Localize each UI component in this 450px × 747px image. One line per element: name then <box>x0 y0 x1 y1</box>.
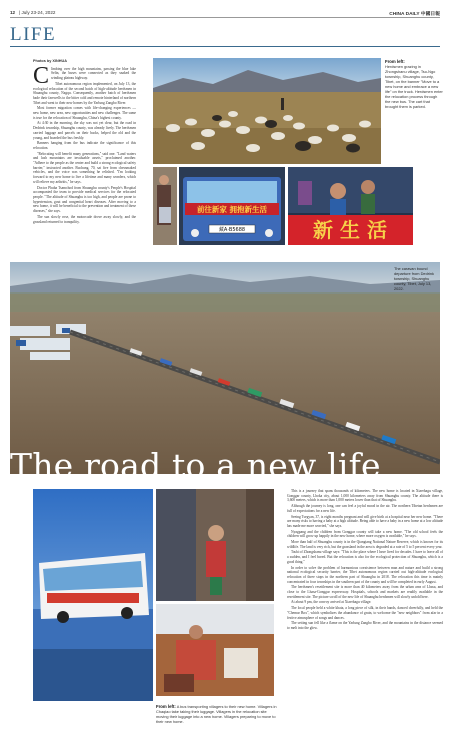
story-paragraph: More than half of Shuanghu county is in the Qiangtang National Nature Reserve, which is known for its wildlife. The land is very rich, but the grassland in the area is degraded at a rate of 5 to 5 percent every year. <box>287 540 443 549</box>
story-paragraph: Seeing Tsegyan, 37, is eight months pregnant and will give birth at a hospital near her new home. "There are many risks to having a baby at a high altitude. Being able to have a baby in a new home at a low altitude has made me more worried," she says. <box>287 514 443 528</box>
photo-grazing-herd <box>153 58 381 164</box>
caption-top-right <box>385 59 443 109</box>
caption-aerial: The caravan bound departure from Dedrink township, Shuanghu county, Tibet, July 13, 2022. <box>394 266 435 291</box>
story-paragraph: The local people held a white khata, a long piece of silk, in their hands, danced cheerfully, and held the "Chemar Box", which symbolizes the abundance of grain, to welcome the "new neighbors" from afar in a festive atmosphere of songs and dances. <box>287 606 443 620</box>
story-paragraph: In order to solve the problem of harmonious coexistence between man and nature and build a strong national ecological security barrier, the Tibet autonomous region carried out high-altitude ecological relocation of three stops in the northern part of Shuanghu in 2018. The relocation this time is mainly concentrated in four townships in the southern part of the county and will be completed in early August. <box>287 565 443 584</box>
caption-title: From left: <box>385 59 405 64</box>
page-header <box>10 8 440 18</box>
story-paragraph: Tashi of Zhongshanu village says: "This is the place where I have lived for decades. I have to leave all of a sudden, and I feel bored. But the relocation is also for the ecological protection of Shuanghu, which is a good thing." <box>287 550 443 564</box>
story-paragraph: Doctor Phuba Tsamchod from Shuanghu county's People's Hospital accompanied the team to provide medical services for the relocated people. "The altitude of Shuanghu is too high, and people are prone to hypertension, gout and congenital heart diseases. After moving to a new home, it will be beneficial to the prevention and treatment of these diseases," she says. <box>33 185 136 214</box>
photo-aerial-convoy <box>10 262 440 474</box>
caption-bottom <box>156 704 278 724</box>
story-paragraph: The herdsmen's resettlement site is more than 40 kilometers away from the urban area of Lhasa, and close to the Lhasa-Gonggar expressway. Hospitals, schools and markets are readily available in the resettlement site. The picture scroll of the new life of Shuanghu herdsmen will slowly unfold here. <box>287 585 443 599</box>
story-paragraph: limbing over the high mountains, passing the blue lake Selin, the buses were connected as they snaked the winding plateau highway. <box>51 66 136 81</box>
story-paragraph: This is a journey that spans thousands of kilometers. The new home is located in Xiaerbagu village, Gonggar county, Lhoka city, about 1,000 kilometers away from Shuanghu county. The altitude there is 3,600 meters, which is more than 1,000 meters lower than that of Shuanghu. <box>287 489 443 503</box>
new-life-banner-text: 新 生 活 <box>313 218 387 242</box>
license-plate-text: 藏A·B5688 <box>218 227 246 233</box>
photo-bus-lakeside <box>33 489 153 701</box>
photo-villager-child <box>156 489 274 601</box>
caption-text: A bus transporting villagers to their new home. Villagers in Chaqiao take taking their luggage. Villagers in the relocation site moving their luggage into a new home. Villagers preparing to move to their new home. <box>156 704 277 724</box>
headline: The road to a new life <box>10 446 381 485</box>
story-paragraph: At about 9 pm, the convoy arrived at Xiaerbagu village. <box>291 600 372 605</box>
story-paragraph: The sun slowly rose, the motorcade drove away slowly, and the grassland returned to tranquility. <box>33 214 136 224</box>
caption-title: From left: <box>156 704 176 709</box>
issue-date: | July 23-24, 2022 <box>19 10 56 15</box>
photo-herdsman-luggage <box>153 167 177 245</box>
story-paragraph: Banners hanging from the bus indicate the significance of this relocation. <box>33 141 136 150</box>
drop-cap: C <box>33 63 50 90</box>
story-paragraph: "Relocating will benefit many generations," said one. "Land waters and lush mountains are invaluable assets," proclaimed another. "Adhere to the people as the center and build a strong ecological safety barrier," instructed another. Buchung, 70, sat five from chessmaked vehicles, and the voice was something he relished. "I'm looking forward to my new home to live a lifetime and many wonders, which will relieve my arthritis," he says. <box>33 151 136 184</box>
story-paragraph: At 4:30 in the morning, the sky was not yet clear, but the road in Dedrink township, Shuanghu county, was already lively. The herdsmen carried luggage and parcels on their backs, helped the old and the young, and boarded the bus freshly. <box>33 121 136 140</box>
story-column-left <box>33 59 136 259</box>
section-divider <box>10 46 440 47</box>
publication-name: CHINA DAILY 中國日報 <box>389 11 440 17</box>
section-title: LIFE <box>10 24 57 45</box>
photo-relocation-bus <box>179 167 285 245</box>
photo-credit: Photos by XINHUA <box>33 59 67 63</box>
story-paragraph: Most former migration comes with life-changing experiences — new home, new area, new opportunities and new challenges. The same is true for the relocation of Shuanghu, China's highest county. <box>33 106 136 120</box>
story-paragraph: Although the journey is long, one can feel a joyful mood in the air. The northern Tibetan herdsmen are full of expectations for a new life. <box>287 504 443 513</box>
photo-new-life-banner <box>288 167 413 245</box>
story-paragraph: Nyagpang and the children from Gonggar county will take a new home. "The old school feels the children will grow up happily in the new home, where more oxygen is available," he says. <box>287 529 443 539</box>
story-paragraph: Tibet autonomous region implemented, on July 13, the ecological relocation of the second batch of high-altitude herdsmen in Shuanghu county, Nagqu. Consequently, another batch of herdsmen bade their farewells to the bitter cold and remote hinterland of northern Tibet and went to their new homes by the Yarlung Zangbo River. <box>33 81 136 105</box>
story-paragraph: The setting sun fell like a flame on the Yarlung Zangbo River, and the mountains in the distance seemed to melt into the glow. <box>287 621 443 630</box>
photo-moving-luggage <box>156 604 274 696</box>
caption-text: Herdsmen grazing in Zhongshanu village, Tso-Ngo township, Shuanghu county, Tibet, on the banner "Move to a new home and embrace a new life" on the truck. Herdsmen enter the relocation process through the new bus. The cart that brought them is parked. <box>385 64 443 109</box>
page-number: 12 <box>10 10 16 15</box>
bus-banner-text: 前往新家 拥抱新生活 <box>196 205 268 214</box>
story-column-right <box>287 489 443 737</box>
